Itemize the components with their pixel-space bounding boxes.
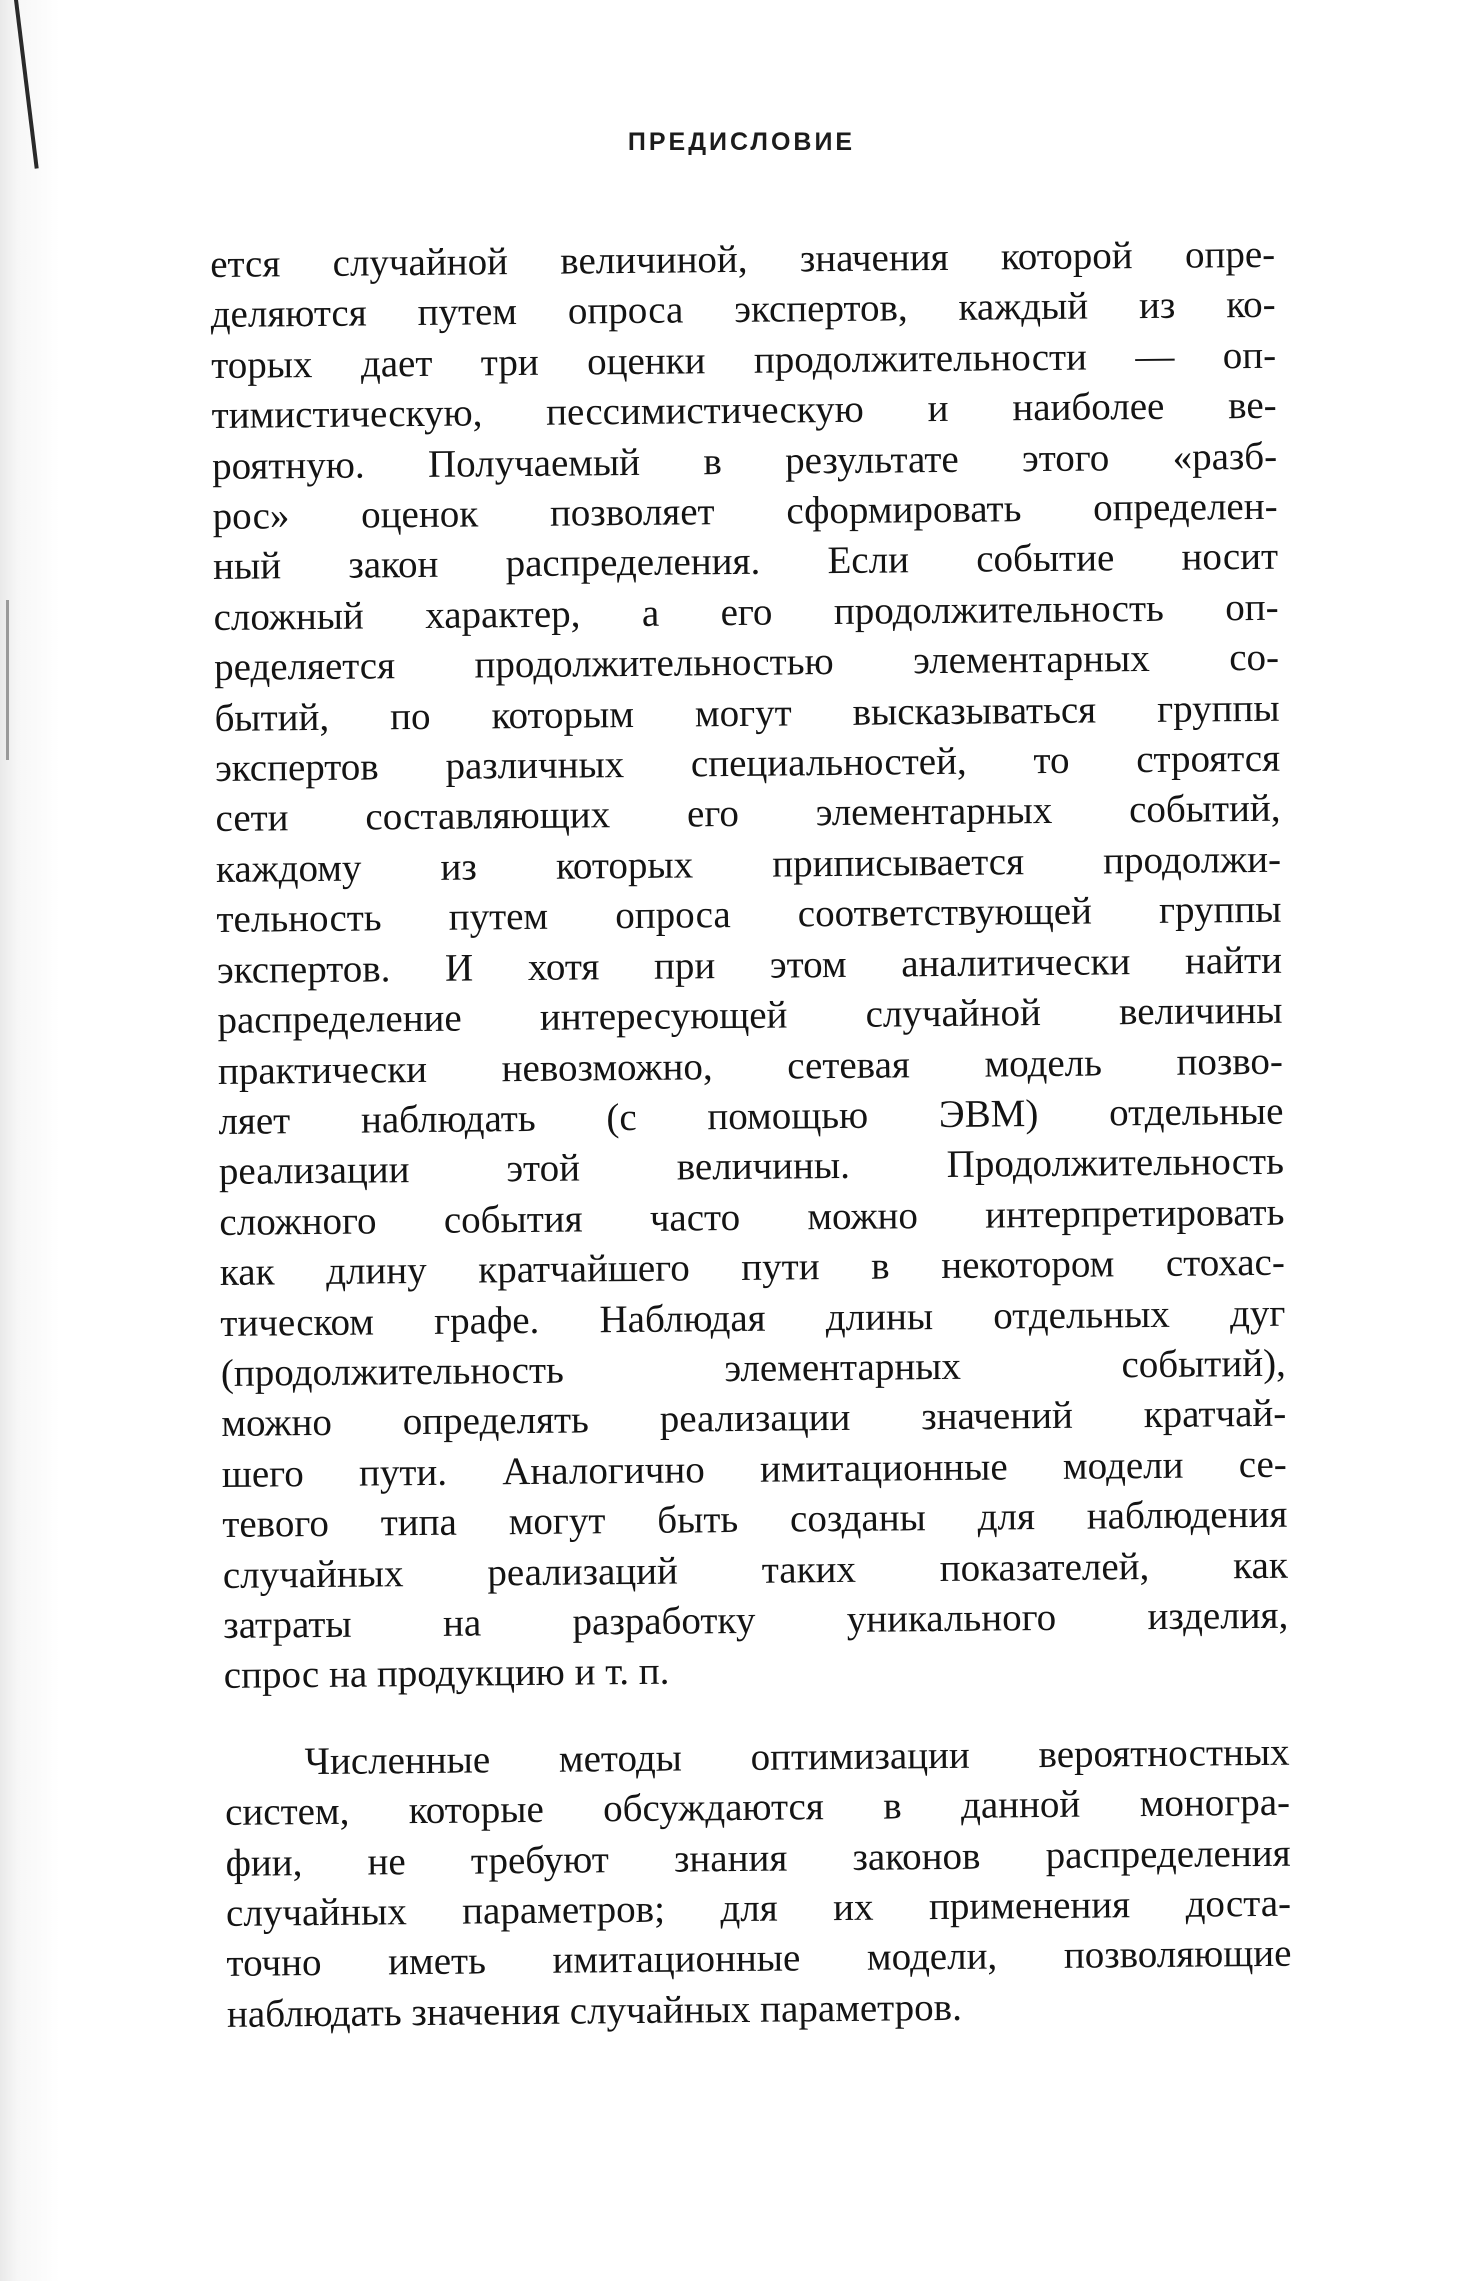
text-line: тимистическую, пессимистическую и наиболее ве- [211,383,1277,438]
page-edge-shadow [0,0,60,2281]
text-line: экспертов различных специальностей, то строятся [214,736,1281,791]
text-line: каждому из которых приписывается продолжи- [215,837,1282,891]
text-line: сложного события часто можно интерпретировать [219,1190,1285,1244]
text-line: деляются путем опроса экспертов, каждый из ко- [210,283,1276,337]
text-line: наблюдать значения случайных параметров. [226,1985,963,2036]
text-line: сети составляющих его элементарных событий, [215,787,1281,841]
text-line: спрос на продукцию и т. п. [223,1650,670,1698]
text-line: точно иметь имитационные модели, позволяющие [226,1932,1292,1986]
text-line: тельность путем опроса соответствующей группы [216,888,1282,942]
paragraph-2 [224,1727,1292,2040]
running-head: ПРЕДИСЛОВИЕ [627,128,856,156]
paragraph-1 [210,230,1289,1702]
text-line: распределение интересующей случайной величины [217,988,1283,1043]
binding-edge-mark [6,600,9,760]
text-line: (продолжительность элементарных событий), [220,1341,1287,1395]
text-line: экспертов. И хотя при этом аналитически найти [216,938,1283,992]
text-line: случайных реализаций таких показателей, как [222,1543,1288,1597]
text-line: реализации этой величины. Продолжительность [218,1140,1285,1194]
text-line: фии, не требуют знания законов распределения [225,1831,1291,1885]
text-line: систем, которые обсуждаются в данной моногра- [224,1780,1291,1835]
text-line: ется случайной величиной, значения которой опре- [210,232,1276,286]
text-line: сложный характер, а его продолжительность оп- [213,585,1279,639]
text-line: ределяется продолжительностью элементарных со- [213,636,1280,690]
body-text [210,230,1292,2040]
text-line: ный закон распределения. Если событие носит [212,535,1279,589]
text-line: как длину кратчайшего пути в некотором стохас- [219,1240,1286,1295]
text-line: тевого типа могут быть созданы для наблюдения [222,1492,1288,1547]
text-line: Численные методы оптимизации вероятностных [304,1730,1290,1783]
text-line: практически невозможно, сетевая модель позво- [217,1039,1284,1093]
text-line: торых дает три оценки продолжительности — оп- [210,333,1277,387]
text-line: тическом графе. Наблюдая длины отдельных дуг [220,1291,1286,1345]
text-line: бытий, по которым могут высказываться группы [214,686,1280,740]
text-line: роятную. Получаемый в результате этого «разб- [211,434,1278,488]
text-line: шего пути. Аналогично имитационные модели се- [221,1442,1288,1496]
text-line: случайных параметров; для их применения доста- [225,1881,1292,1935]
text-line: рос» оценок позволяет сформировать определен- [212,484,1278,539]
text-line: ляет наблюдать (с помощью ЭВМ) отдельные [218,1089,1284,1143]
text-line: можно определять реализации значений кратчай- [221,1392,1287,1446]
text-line: затраты на разработку уникального изделия, [223,1593,1289,1647]
